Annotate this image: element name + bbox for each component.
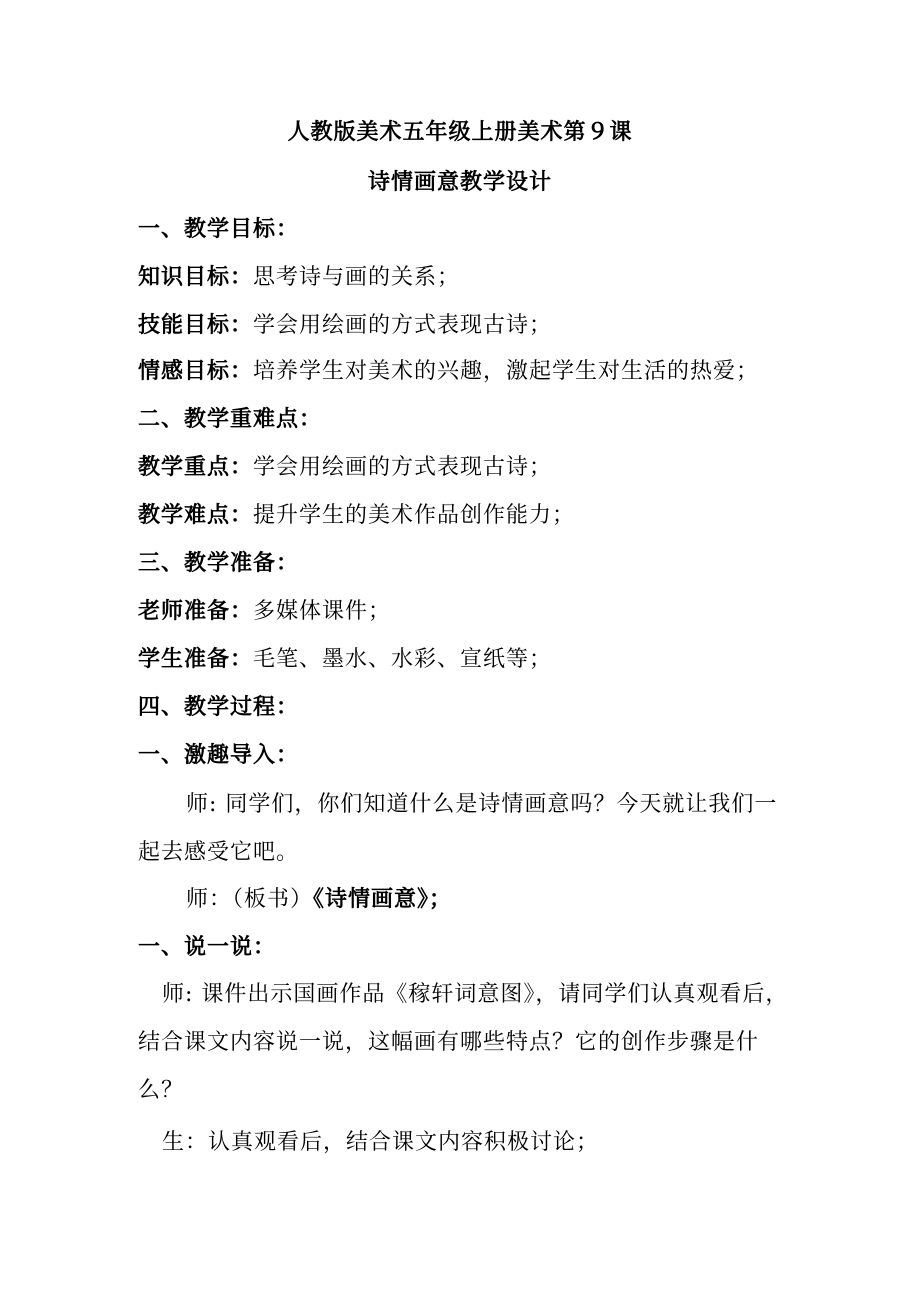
- teacher-prep-text: 多媒体课件；: [253, 599, 392, 624]
- heading-key-points: 二、教学重难点：: [138, 406, 323, 432]
- heading-preparation: 三、教学准备：: [138, 550, 300, 576]
- emotion-text: 培养学生对美术的兴趣，激起学生对生活的热爱；: [253, 359, 760, 384]
- skill-text: 学会用绘画的方式表现古诗；: [253, 313, 553, 338]
- paragraph-talk-line1: 师: 课件出示国画作品《稼轩词意图》，请同学们认真观看后，: [162, 982, 789, 1007]
- knowledge-label: 知识目标：: [138, 264, 254, 290]
- section-introduction: 一、激趣导入：: [138, 742, 300, 768]
- diff-label: 教学难点：: [138, 502, 254, 528]
- diff-text: 提升学生的美术作品创作能力；: [253, 503, 576, 528]
- emotion-objective: [138, 356, 759, 387]
- paragraph-intro-line1: 师: 同学们，你们知道什么是诗情画意吗？今天就让我们一: [186, 792, 778, 817]
- knowledge-objective: [138, 262, 460, 293]
- key-point: [138, 452, 552, 483]
- skill-label: 技能目标：: [138, 312, 254, 338]
- paragraph-student-response: 生：认真观看后，结合课文内容积极讨论；: [162, 1130, 600, 1155]
- key-text: 学会用绘画的方式表现古诗；: [253, 455, 553, 480]
- board-prefix: 师：（板书）: [186, 887, 314, 912]
- paragraph-board-writing: [186, 884, 452, 915]
- emotion-label: 情感目标：: [138, 358, 254, 384]
- skill-objective: [138, 310, 552, 341]
- document-subtitle: 诗情画意教学设计: [367, 169, 552, 195]
- paragraph-talk-line2: 结合课文内容说一说，这幅画有哪些特点？它的创作步骤是什: [138, 1030, 760, 1055]
- board-title: 《诗情画意》；: [313, 886, 453, 912]
- heading-objectives: 一、教学目标：: [138, 216, 300, 242]
- paragraph-talk-line3: 么？: [138, 1078, 185, 1103]
- key-label: 教学重点：: [138, 454, 254, 480]
- student-prep-label: 学生准备：: [138, 646, 254, 672]
- knowledge-text: 思考诗与画的关系；: [253, 265, 461, 290]
- student-prep-text: 毛笔、墨水、水彩、宣纸等；: [253, 647, 553, 672]
- teacher-prep-label: 老师准备：: [138, 598, 254, 624]
- heading-process: 四、教学过程：: [138, 694, 300, 720]
- difficult-point: [138, 500, 575, 531]
- section-talk: 一、说一说：: [138, 934, 277, 960]
- teacher-preparation: [138, 596, 391, 627]
- document-title: 人教版美术五年级上册美术第９课: [287, 119, 633, 145]
- paragraph-intro-line2: 起去感受它吧。: [138, 840, 300, 865]
- student-preparation: [138, 644, 552, 675]
